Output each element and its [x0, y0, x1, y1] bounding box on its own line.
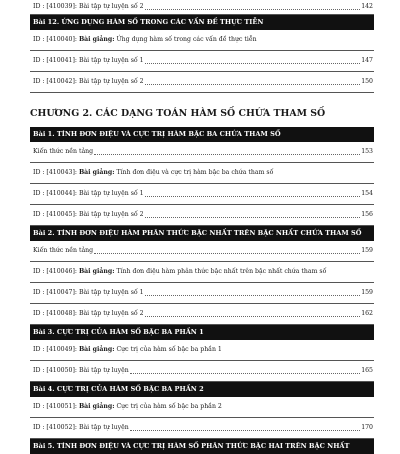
toc-entry-id: ID : [410050]:	[33, 367, 77, 374]
toc-entry-title: Bài tập tự luyện số 2	[78, 78, 144, 85]
toc-entry-text	[30, 361, 129, 381]
toc-leader-dots	[94, 253, 360, 254]
toc-page-number: 159	[361, 247, 373, 254]
toc-entry[interactable]	[30, 30, 374, 51]
toc-entry[interactable]	[30, 163, 374, 184]
toc-entry[interactable]	[30, 262, 374, 283]
toc-entry[interactable]	[30, 361, 374, 382]
toc-leader-dots	[130, 430, 360, 431]
toc-entry-text	[30, 0, 144, 14]
lesson-4-heading: Bài 4. CỰC TRỊ CỦA HÀM SỐ BẬC BA PHẦN 2	[30, 382, 374, 397]
toc-leader-dots	[145, 316, 361, 317]
toc-entry-id: ID : [410044]:	[33, 190, 77, 197]
toc-entry[interactable]	[30, 205, 374, 226]
toc-entry-text	[30, 340, 222, 360]
toc-entry-text	[30, 397, 222, 417]
toc-page-number: 165	[361, 367, 373, 374]
toc-entry-title: Bài tập tự luyện	[78, 424, 129, 431]
toc-leader-dots	[130, 373, 360, 374]
toc-entry[interactable]	[30, 72, 374, 93]
toc-leader-dots	[145, 217, 361, 218]
lesson-12-heading: Bài 12. ỨNG DỤNG HÀM SỐ TRONG CÁC VẤN ĐỀ THỰC TIỄN	[30, 15, 374, 30]
toc-entry-id: ID : [410043]:	[33, 169, 77, 176]
toc-entry[interactable]	[30, 51, 374, 72]
lesson-3-rows	[30, 340, 374, 382]
toc-entry-label: Bài giảng:	[78, 268, 115, 275]
toc-entry-title: Kiến thức nền tảng	[33, 148, 94, 155]
toc-entry-label: Bài giảng:	[78, 169, 115, 176]
toc-entry-text	[30, 51, 144, 71]
lesson-1-heading: Bài 1. TÍNH ĐƠN ĐIỆU VÀ CỰC TRỊ HÀM BẬC BA CHỨA THAM SỐ	[30, 127, 374, 142]
toc-entry-text	[30, 163, 273, 183]
toc-entry-text	[30, 72, 144, 92]
lesson-12-rows	[30, 30, 374, 93]
toc-entry-id: ID : [410047]:	[33, 289, 77, 296]
toc-entry-title: Bài tập tự luyện số 2	[78, 3, 144, 10]
toc-entry-id: ID : [410049]:	[33, 346, 77, 353]
toc-entry-text	[30, 142, 93, 162]
toc-entry-label: Bài giảng:	[78, 36, 115, 43]
toc-entry-id: ID : [410052]:	[33, 424, 77, 431]
lesson-2-heading: Bài 2. TÍNH ĐƠN ĐIỆU HÀM PHÂN THỨC BẬC NHẤT TRÊN BẬC NHẤT CHỨA THAM SỐ	[30, 226, 374, 241]
toc-page-number: 156	[361, 211, 373, 218]
toc-entry-title: Ứng dụng hàm số trong các vấn đề thực tiễn	[116, 36, 257, 43]
toc-page-number: 162	[361, 310, 373, 317]
toc-page-number: 150	[361, 78, 373, 85]
toc-leader-dots	[145, 9, 361, 10]
toc-entry[interactable]	[30, 397, 374, 418]
toc-leader-dots	[145, 295, 361, 296]
toc-page-number: 170	[361, 424, 373, 431]
toc-page-number: 153	[361, 148, 373, 155]
toc-entry-title: Bài tập tự luyện số 1	[78, 190, 144, 197]
toc-entry[interactable]	[30, 340, 374, 361]
toc-entry-title: Cực trị của hàm số bậc ba phần 2	[116, 403, 222, 410]
toc-page	[30, 0, 374, 454]
toc-entry-text	[30, 418, 129, 438]
toc-top-rows	[30, 0, 374, 15]
toc-entry-text	[30, 30, 257, 50]
toc-entry[interactable]	[30, 283, 374, 304]
toc-entry[interactable]	[30, 184, 374, 205]
lesson-2-rows	[30, 241, 374, 325]
toc-leader-dots	[145, 84, 361, 85]
toc-entry-title: Bài tập tự luyện số 2	[78, 211, 144, 218]
toc-page-number: 154	[361, 190, 373, 197]
toc-page-number: 147	[361, 57, 373, 64]
lesson-3-heading: Bài 3. CỰC TRỊ CỦA HÀM SỐ BẬC BA PHẦN 1	[30, 325, 374, 340]
toc-entry-id: ID : [410042]:	[33, 78, 77, 85]
toc-leader-dots	[145, 196, 361, 197]
toc-leader-dots	[145, 63, 361, 64]
toc-entry-id: ID : [410048]:	[33, 310, 77, 317]
toc-entry-title: Tính đơn điệu hàm phân thức bậc nhất trên bậc nhất chứa tham số	[116, 268, 327, 275]
toc-entry-text	[30, 304, 144, 324]
toc-entry-text	[30, 205, 144, 225]
toc-entry[interactable]	[30, 304, 374, 325]
toc-entry[interactable]	[30, 241, 374, 262]
toc-entry-title: Tính đơn điệu và cực trị hàm bậc ba chứa tham số	[116, 169, 274, 176]
toc-entry-label: Bài giảng:	[78, 403, 115, 410]
toc-entry-title: Bài tập tự luyện	[78, 367, 129, 374]
toc-entry-id: ID : [410040]:	[33, 36, 77, 43]
toc-entry-id: ID : [410046]:	[33, 268, 77, 275]
toc-entry-id: ID : [410045]:	[33, 211, 77, 218]
toc-entry-title: Bài tập tự luyện số 1	[78, 289, 144, 296]
toc-page-number: 142	[361, 3, 373, 10]
toc-entry-title: Cực trị của hàm số bậc ba phần 1	[116, 346, 222, 353]
toc-entry-text	[30, 262, 326, 282]
toc-entry-title: Kiến thức nền tảng	[33, 247, 94, 254]
toc-entry-title: Bài tập tự luyện số 2	[78, 310, 144, 317]
lesson-5-heading: Bài 5. TÍNH ĐƠN ĐIỆU VÀ CỰC TRỊ HÀM SỐ PHÂN THỨC BẬC HAI TRÊN BẬC NHẤT	[30, 439, 374, 454]
toc-entry[interactable]	[30, 0, 374, 15]
toc-leader-dots	[94, 154, 360, 155]
toc-entry-title: Bài tập tự luyện số 1	[78, 57, 144, 64]
toc-entry-id: ID : [410051]:	[33, 403, 77, 410]
toc-entry-id: ID : [410039]:	[33, 3, 77, 10]
chapter-2-heading: CHƯƠNG 2. CÁC DẠNG TOÁN HÀM SỐ CHỨA THAM SỐ	[30, 108, 326, 119]
toc-entry-text	[30, 241, 93, 261]
toc-page-number: 159	[361, 289, 373, 296]
toc-entry-text	[30, 184, 144, 204]
toc-entry-label: Bài giảng:	[78, 346, 115, 353]
lesson-4-rows	[30, 397, 374, 439]
toc-entry[interactable]	[30, 418, 374, 439]
lesson-1-rows	[30, 142, 374, 226]
toc-entry-text	[30, 283, 144, 303]
toc-entry-id: ID : [410041]:	[33, 57, 77, 64]
toc-entry[interactable]	[30, 142, 374, 163]
